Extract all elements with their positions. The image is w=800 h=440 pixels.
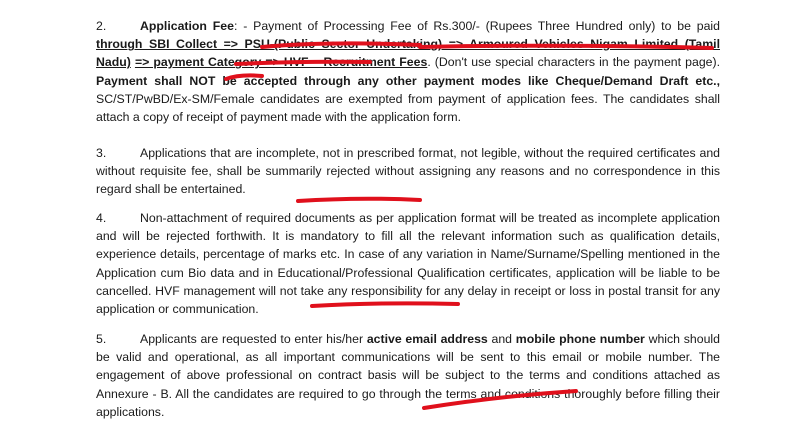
payment-path-line-1: through SBI Collect => PSU-(Public Sector Undertaking) => Armoured Vehicles Nigam Limited (Tamil Nadu) [96,37,720,70]
clause-text-part-3: which should be valid and operational, as all important communications will be sent to this email or mobile number. The engagement of above professional on contract basis will be subject to the terms and conditions attached as Annexure - B. All the candidates are required to go through the terms and conditions thoroughly before filling their applications. [96,332,720,419]
clause-5 [96,330,720,421]
clause-number: 5. [96,332,107,346]
email-emphasis: active email address [366,332,488,346]
clause-text: Non-attachment of required documents as per application format will be treated as incomplete application and will be rejected forthwith. It is mandatory to fill all the relevant information such as qualification details, experience details, percentage of marks etc. In case of any variation in Name/Surname/Spelling mentioned in the Application cum Bio data and in Educational/Professional Qualification certificates, application will be liable to be cancelled. HVF management will not take any responsibility for any delay in receipt or loss in postal transit for any application or communication. [96,211,720,317]
clause-number: 4. [96,211,107,225]
clause-4 [96,209,720,318]
phone-emphasis: mobile phone number [515,332,645,346]
clause-3 [96,144,720,199]
payment-mode-rule: Payment shall NOT be accepted through any other payment modes like Cheque/Demand Draft etc., [96,73,720,88]
clause-number: 2. [96,19,107,33]
clause-heading: Application Fee [140,19,234,33]
fee-exemption-text: SC/ST/PwBD/Ex-SM/Female candidates are exempted from payment of application fees. The candidates shall attach a copy of receipt of payment made with the application form. [96,91,720,125]
special-characters-note: . (Don't use special characters in the payment page). [427,55,721,70]
clause-text-part-2: and [487,332,516,346]
clause-text: Applications that are incomplete, not in prescribed format, not legible, without the required certificates and without requisite fee, shall be summarily rejected without assigning any reasons and no correspondence in this regard shall be entertained. [96,146,720,197]
clause-number: 3. [96,146,107,160]
clause-text-part-1: Applicants are requested to enter his/her [140,332,367,346]
payment-path-line-2: => payment Category => HVF – Recruitment Fees [134,55,428,70]
fee-lead-text: : - Payment of Processing Fee of Rs.300/- (Rupees Three Hundred only) to be paid [233,19,720,33]
pen-underline-entertained [298,199,420,201]
clause-2 [96,17,720,126]
